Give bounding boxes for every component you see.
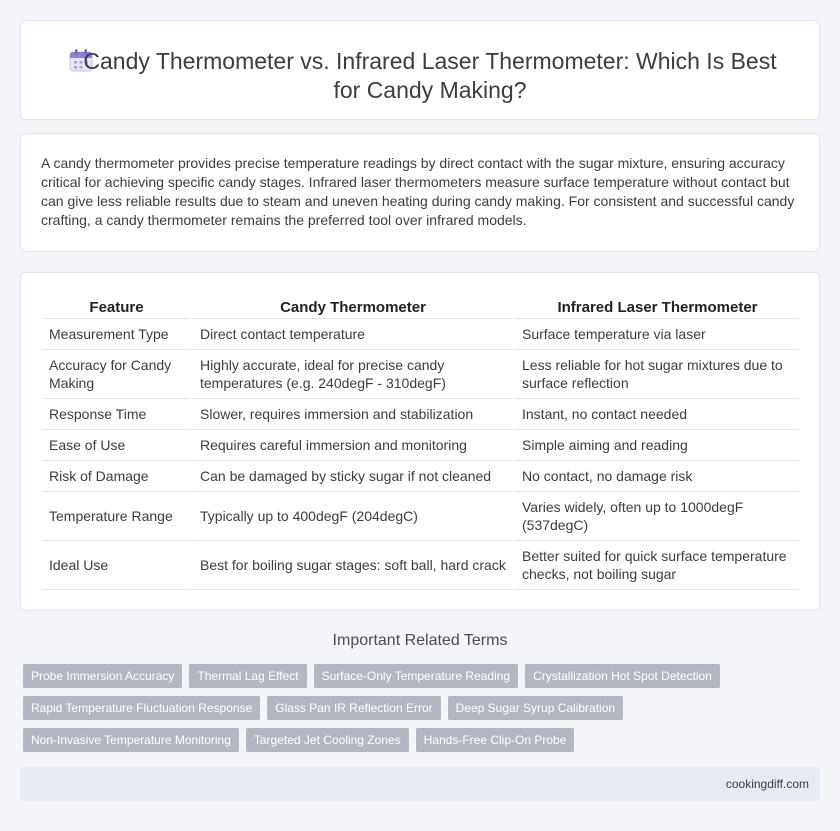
table-row — [43, 399, 799, 430]
table-cell: Better suited for quick surface temperature checks, not boiling sugar — [512, 541, 799, 590]
table-header-row — [43, 295, 799, 319]
term-row — [23, 664, 823, 688]
related-terms-list — [23, 664, 823, 760]
table-cell: Highly accurate, ideal for precise candy temperatures (e.g. 240degF - 310degF) — [190, 350, 512, 399]
header-infrared-thermometer: Infrared Laser Thermometer — [512, 295, 799, 319]
term-tag[interactable]: Glass Pan IR Reflection Error — [267, 696, 440, 720]
term-tag[interactable]: Rapid Temperature Fluctuation Response — [23, 696, 260, 720]
table-cell: Instant, no contact needed — [512, 399, 799, 430]
comparison-table — [43, 295, 799, 590]
term-tag[interactable]: Surface-Only Temperature Reading — [314, 664, 519, 688]
table-cell: Less reliable for hot sugar mixtures due to surface reflection — [512, 350, 799, 399]
table-row — [43, 541, 799, 590]
comparison-table-card — [20, 272, 820, 611]
table-cell: Requires careful immersion and monitoring — [190, 430, 512, 461]
table-row — [43, 319, 799, 350]
footer — [20, 767, 820, 801]
title-card — [20, 20, 820, 120]
table-cell-feature: Accuracy for Candy Making — [43, 350, 190, 399]
term-tag[interactable]: Deep Sugar Syrup Calibration — [448, 696, 623, 720]
table-cell-feature: Temperature Range — [43, 492, 190, 541]
table-row — [43, 461, 799, 492]
table-row — [43, 350, 799, 399]
term-row — [23, 728, 823, 752]
table-cell: Can be damaged by sticky sugar if not cleaned — [190, 461, 512, 492]
page-title: Candy Thermometer vs. Infrared Laser Thermometer: Which Is Best for Candy Making? — [83, 48, 777, 103]
table-cell-feature: Measurement Type — [43, 319, 190, 350]
table-cell: Varies widely, often up to 1000degF (537degC) — [512, 492, 799, 541]
header-candy-thermometer: Candy Thermometer — [190, 295, 512, 319]
table-row — [43, 492, 799, 541]
table-cell-feature: Ease of Use — [43, 430, 190, 461]
table-row — [43, 430, 799, 461]
header-feature: Feature — [43, 295, 190, 319]
intro-paragraph: A candy thermometer provides precise temperature readings by direct contact with the sugar mixture, ensuring accuracy critical for achieving specific candy stages. Infrared laser thermometers measure surface temperature without contact but can give less reliable results due to steam and uneven heating during candy making. For consistent and successful candy crafting, a candy thermometer remains the preferred tool over infrared models. — [41, 155, 795, 228]
term-tag[interactable]: Thermal Lag Effect — [189, 664, 306, 688]
term-tag[interactable]: Hands-Free Clip-On Probe — [416, 728, 575, 752]
table-cell: Simple aiming and reading — [512, 430, 799, 461]
table-cell: No contact, no damage risk — [512, 461, 799, 492]
table-cell: Best for boiling sugar stages: soft ball, hard crack — [190, 541, 512, 590]
table-cell: Direct contact temperature — [190, 319, 512, 350]
table-cell: Surface temperature via laser — [512, 319, 799, 350]
term-tag[interactable]: Targeted Jet Cooling Zones — [246, 728, 409, 752]
term-tag[interactable]: Probe Immersion Accuracy — [23, 664, 182, 688]
term-row — [23, 696, 823, 720]
table-cell-feature: Risk of Damage — [43, 461, 190, 492]
table-cell: Typically up to 400degF (204degC) — [190, 492, 512, 541]
footer-site-link[interactable]: cookingdiff.com — [725, 777, 809, 791]
table-cell-feature: Response Time — [43, 399, 190, 430]
term-tag[interactable]: Non-Invasive Temperature Monitoring — [23, 728, 239, 752]
term-tag[interactable]: Crystallization Hot Spot Detection — [525, 664, 720, 688]
table-cell-feature: Ideal Use — [43, 541, 190, 590]
table-cell: Slower, requires immersion and stabilization — [190, 399, 512, 430]
related-terms-heading: Important Related Terms — [332, 632, 508, 649]
intro-card — [20, 133, 820, 252]
